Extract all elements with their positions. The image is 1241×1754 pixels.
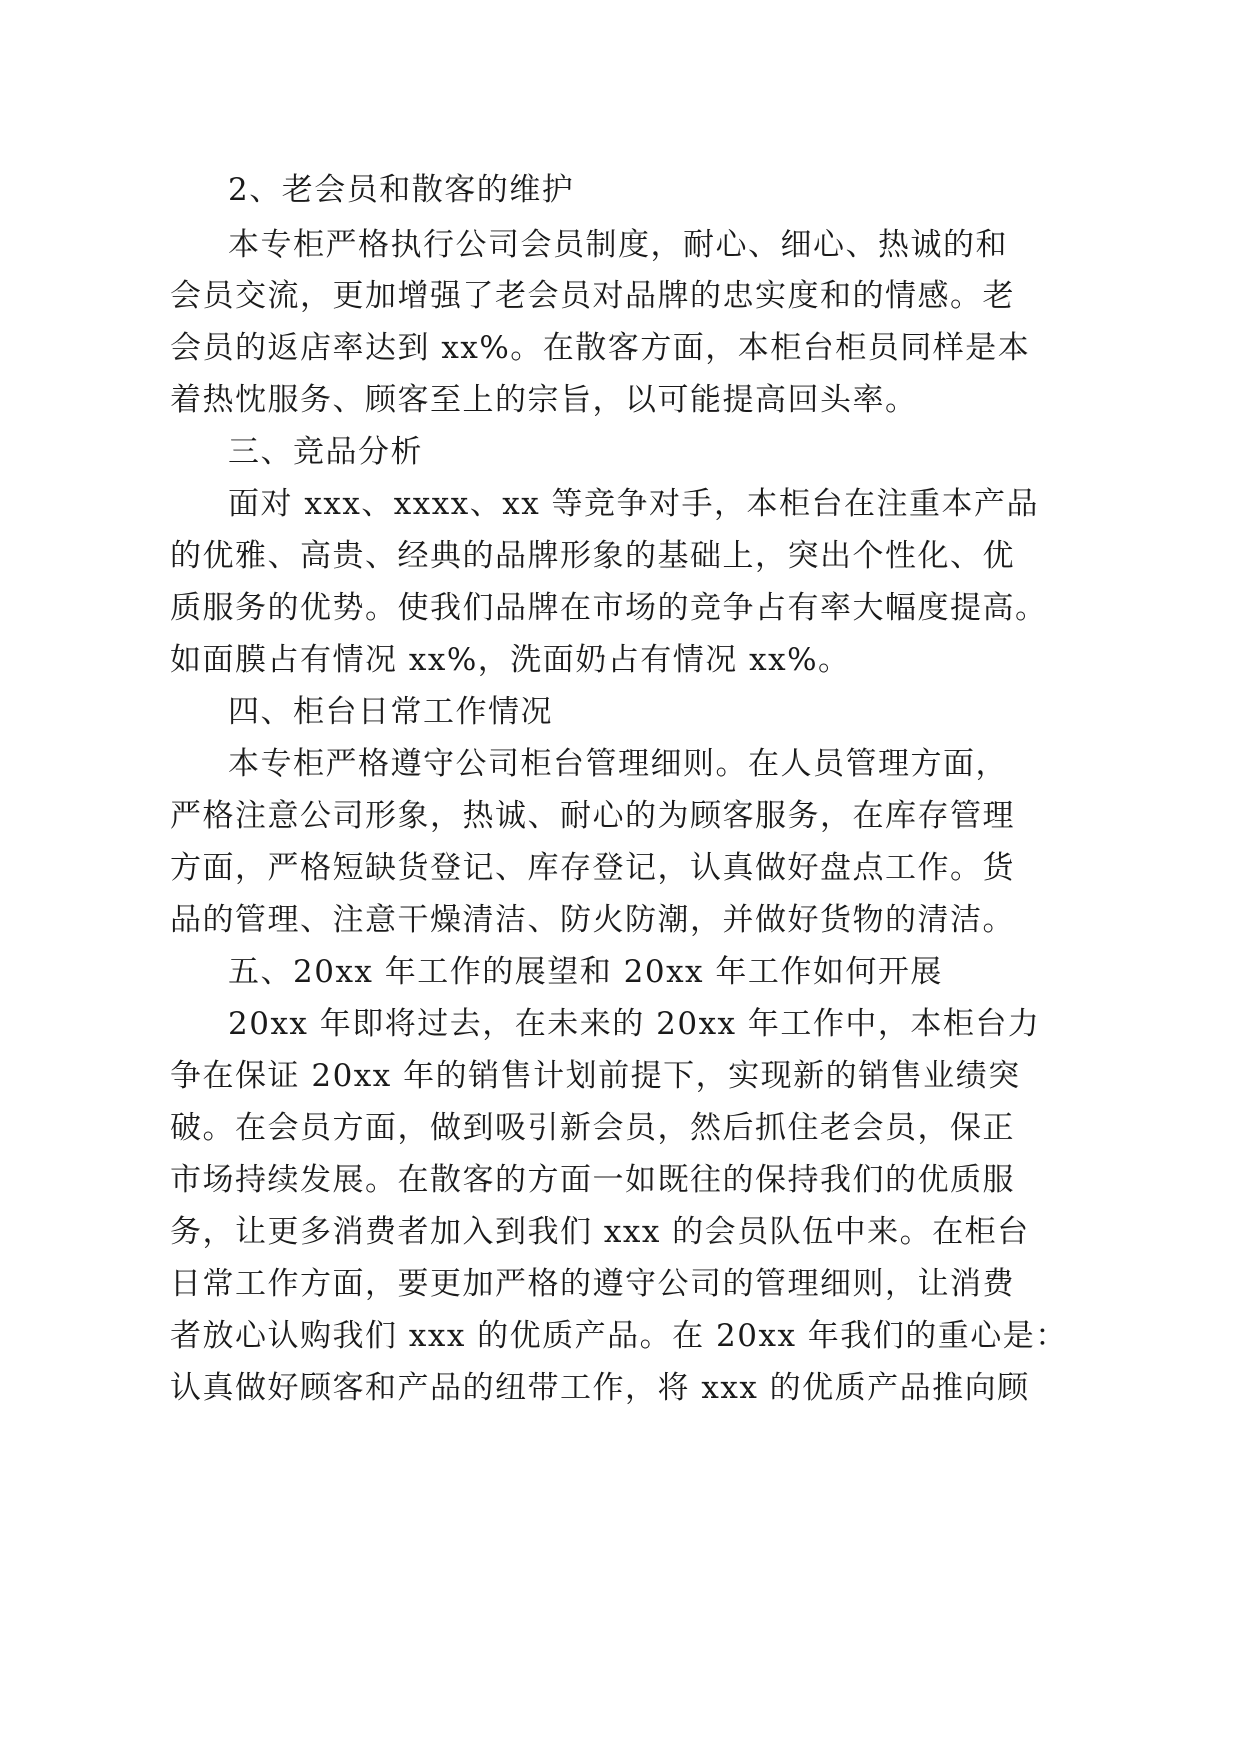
paragraph-line: 20xx 年即将过去，在未来的 20xx 年工作中，本柜台力 [228,1006,1041,1042]
paragraph-line: 质服务的优势。使我们品牌在市场的竞争占有率大幅度提高。 [170,590,1048,626]
paragraph-line: 面对 xxx、xxxx、xx 等竞争对手，本柜台在注重本产品 [228,486,1040,522]
paragraph-line: 本专柜严格遵守公司柜台管理细则。在人员管理方面， [228,746,1008,782]
paragraph-line: 会员交流，更加增强了老会员对品牌的忠实度和的情感。老 [170,278,1015,314]
paragraph-line: 的优雅、高贵、经典的品牌形象的基础上，突出个性化、优 [170,538,1015,574]
paragraph-line: 如面膜占有情况 xx%，洗面奶占有情况 xx%。 [170,642,851,678]
paragraph-line: 者放心认购我们 xxx 的优质产品。在 20xx 年我们的重心是： [170,1318,1068,1354]
paragraph-line: 市场持续发展。在散客的方面一如既往的保持我们的优质服 [170,1162,1015,1198]
paragraph-line: 日常工作方面，要更加严格的遵守公司的管理细则，让消费 [170,1266,1015,1302]
heading-competitor-analysis: 三、竞品分析 [228,434,423,470]
paragraph-line: 方面，严格短缺货登记、库存登记，认真做好盘点工作。货 [170,850,1015,886]
paragraph-line: 务，让更多消费者加入到我们 xxx 的会员队伍中来。在柜台 [170,1214,1030,1250]
paragraph-line: 本专柜严格执行公司会员制度，耐心、细心、热诚的和 [228,227,1008,263]
paragraph-line: 品的管理、注意干燥清洁、防火防潮，并做好货物的清洁。 [170,902,1015,938]
paragraph-line: 争在保证 20xx 年的销售计划前提下，实现新的销售业绩突 [170,1058,1021,1094]
paragraph-line: 严格注意公司形象，热诚、耐心的为顾客服务，在库存管理 [170,798,1015,834]
paragraph-line: 破。在会员方面，做到吸引新会员，然后抓住老会员，保正 [170,1110,1015,1146]
paragraph-line: 认真做好顾客和产品的纽带工作，将 xxx 的优质产品推向顾 [170,1370,1030,1406]
heading-work-outlook: 五、20xx 年工作的展望和 20xx 年工作如何开展 [228,954,943,990]
paragraph-line: 会员的返店率达到 xx%。在散客方面，本柜台柜员同样是本 [170,330,1031,366]
heading-daily-work: 四、柜台日常工作情况 [228,694,553,730]
heading-member-maintenance: 2、老会员和散客的维护 [228,172,575,208]
paragraph-line: 着热忱服务、顾客至上的宗旨，以可能提高回头率。 [170,382,918,418]
